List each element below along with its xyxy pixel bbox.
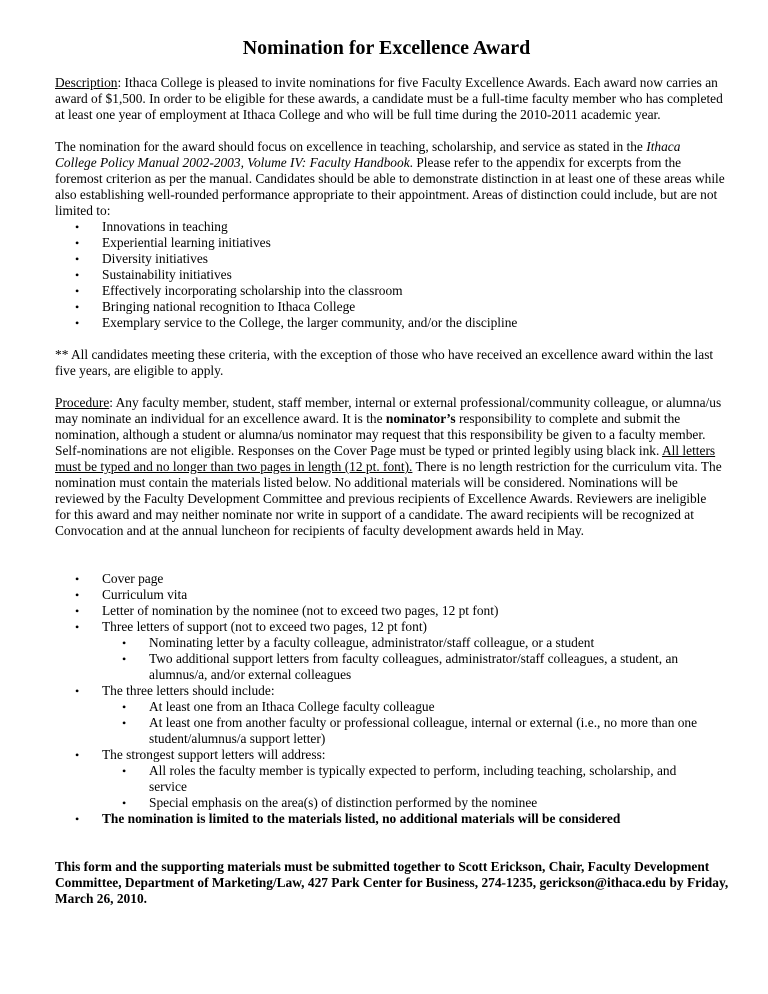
list-item: • Bringing national recognition to Ithaca College <box>55 299 722 315</box>
list-item: • Innovations in teaching <box>55 219 722 235</box>
list-item: • Experiential learning initiatives <box>55 235 722 251</box>
areas-list <box>55 219 728 331</box>
description-paragraph: Description: Ithaca College is pleased to invite nominations for five Faculty Excellence Awards. Each award now carries an award of $1,500. In order to be eligible for these awards, a candidate must be a full-time faculty member who has completed at least one year of employment at Ithaca College and who will be full time during the 2010-2011 academic year. <box>55 75 723 122</box>
list-item: • At least one from an Ithaca College faculty colleague <box>102 699 709 715</box>
list-item: • Special emphasis on the area(s) of distinction performed by the nominee <box>102 795 709 811</box>
list-item: • The three letters should include: • At least one from an Ithaca College faculty colleague • At least one from another faculty or professional colleague, internal or external (i.e., no more than one student/alumnus/a support letter) <box>55 683 722 747</box>
list-item: • Nominating letter by a faculty colleague, administrator/staff colleague, or a student <box>102 635 709 651</box>
list-item: • Exemplary service to the College, the larger community, and/or the discipline <box>55 315 722 331</box>
list-item: • Two additional support letters from faculty colleagues, administrator/staff colleagues, a student, an alumnus/a, and/or external colleagues <box>102 651 709 683</box>
strongest-sublist <box>102 763 722 811</box>
list-item: • Three letters of support (not to exceed two pages, 12 pt font) • Nominating letter by a faculty colleague, administrator/staff colleague, or a student • Two additional support letters from faculty colleagues, administrator/staff colleagues, a student, an alumnus/a, and/or external colleagues <box>55 619 722 683</box>
focus-paragraph: The nomination for the award should focus on excellence in teaching, scholarship, and service as stated in the Ithaca College Policy Manual 2002-2003, Volume IV: Faculty Handbook. Please refer to the appendix for excerpts from the foremost criterion as per the manual. Candidates should be able to demonstrate distinction in at least one of these areas while also establishing well-rounded performance appropriate to their appointment. Areas of distinction could include, but are not limited to: <box>55 139 725 218</box>
list-item: • Curriculum vita <box>55 587 722 603</box>
page-title: Nomination for Excellence Award <box>242 37 531 59</box>
list-item: • At least one from another faculty or professional colleague, internal or external (i.e., no more than one student/alumnus/a support letter) <box>102 715 709 747</box>
handbook-title: Ithaca College Policy Manual 2002-2003, Volume IV: Faculty Handbook <box>55 139 681 170</box>
submission-instructions: This form and the supporting materials must be submitted together to Scott Erickson, Chair, Faculty Development Committee, Department of Marketing/Law, 427 Park Center for Business, 274-1235, gerickson@ithaca.edu by Friday, March 26, 2010. <box>55 859 729 906</box>
list-item: • The strongest support letters will address: • All roles the faculty member is typically expected to perform, including teaching, scholarship, and service • Special emphasis on the area(s) of distinction performed by the nominee <box>55 747 722 811</box>
procedure-paragraph: Procedure: Any faculty member, student, staff member, internal or external professional/community colleague, or alumna/us may nominate an individual for an excellence award. It is the nominator’s responsibility to complete and submit the nomination, although a student or alumna/us nominator may request that this responsibility be given to a faculty member. Self-nominations are not eligible. Responses on the Cover Page must be typed or printed legibly using black ink. All letters must be typed and no longer than two pages in length (12 pt. font). There is no length restriction for the curriculum vita. The nomination must contain the materials listed below. No additional materials will be considered. Nominations will be reviewed by the Faculty Development Committee and previous recipients of Excellence Awards. Reviewers are ineligible for this award and may neither nominate nor write in support of a candidate. The award recipients will be recognized at Convocation and at the annual luncheon for recipients of faculty development awards held in May. <box>55 395 722 538</box>
description-label: Description <box>55 75 118 90</box>
list-item: • Letter of nomination by the nominee (not to exceed two pages, 12 pt font) <box>55 603 722 619</box>
list-item: • Diversity initiatives <box>55 251 722 267</box>
support-sublist <box>102 635 722 683</box>
include-sublist <box>102 699 722 747</box>
list-item: • Sustainability initiatives <box>55 267 722 283</box>
list-item: • Effectively incorporating scholarship into the classroom <box>55 283 722 299</box>
list-item: • The nomination is limited to the materials listed, no additional materials will be considered <box>55 811 722 827</box>
list-item: • Cover page <box>55 571 722 587</box>
eligibility-note: ** All candidates meeting these criteria, with the exception of those who have received an excellence award within the last five years, are eligible to apply. <box>55 347 714 378</box>
list-item: • All roles the faculty member is typically expected to perform, including teaching, scholarship, and service <box>102 763 709 795</box>
materials-list <box>55 571 728 827</box>
procedure-label: Procedure <box>55 395 110 410</box>
